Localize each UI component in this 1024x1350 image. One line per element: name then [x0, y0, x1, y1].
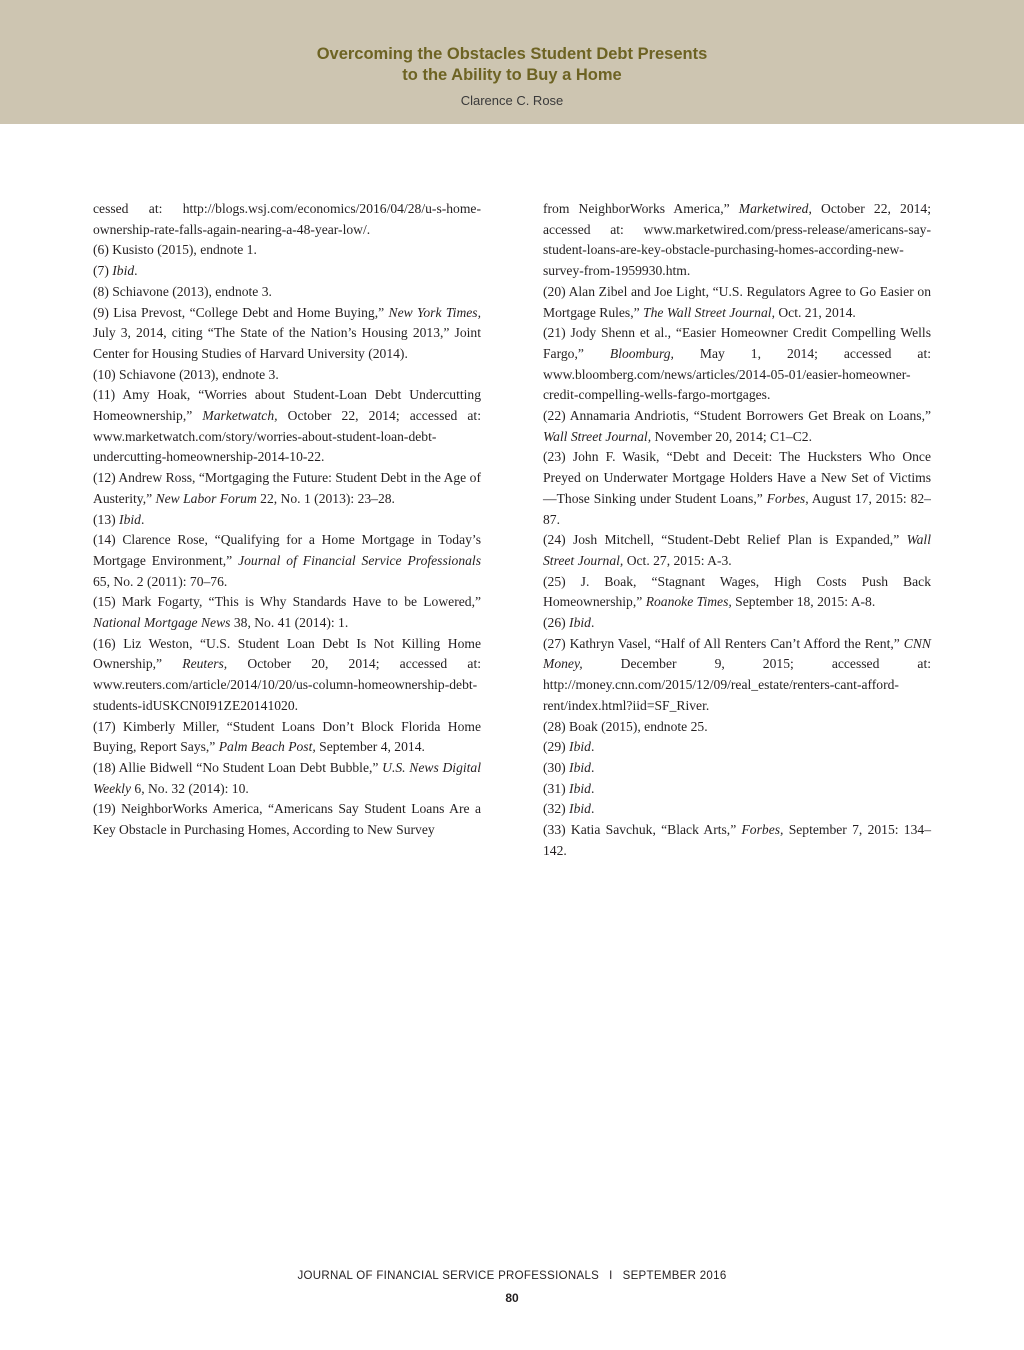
page-number: 80 [505, 1291, 519, 1305]
endnote-text: . [590, 759, 595, 775]
endnote-italic-text: U.S. News Digital Weekly [93, 759, 481, 796]
endnote-text: (15) Mark Fogarty, “This is Why Standards Have to be Lowered,” [93, 594, 481, 610]
endnote [543, 634, 931, 717]
endnote-italic-text: New York Times, [388, 304, 481, 320]
endnote-text: (28) Boak (2015), endnote 25. [543, 718, 708, 734]
endnote [543, 323, 931, 406]
endnote-text: , August 17, 2015: 82–87. [543, 490, 931, 527]
endnote-text: 6, No. 32 (2014): 10. [131, 780, 249, 796]
endnote [543, 282, 931, 323]
endnote-text: December 9, 2015; accessed at: http://money.cnn.com/2015/12/09/real_estate/renters-cant-afford-rent/index.html?iid=SF_River. [543, 656, 931, 713]
endnote-text: (24) Josh Mitchell, “Student-Debt Relief Plan is Expanded,” [543, 532, 907, 548]
endnote [543, 779, 931, 800]
endnote [93, 282, 481, 303]
endnote-text: (27) Kathryn Vasel, “Half of All Renters Can’t Afford the Rent,” [543, 635, 904, 651]
endnote-italic-text: Forbes [766, 490, 806, 506]
endnotes-left-column [93, 199, 481, 841]
endnote-text: (19) NeighborWorks America, “Americans Say Student Loans Are a Key Obstacle in Purchasing Homes, According to New Survey [93, 801, 481, 838]
endnote-text: , Oct. 21, 2014. [771, 304, 856, 320]
endnote-text: (6) Kusisto (2015), endnote 1. [93, 242, 257, 258]
endnote-text: (13) [93, 511, 120, 527]
endnote-text: (25) J. Boak, “Stagnant Wages, High Costs Push Back Homeownership,” [543, 573, 931, 610]
endnote-text: (14) Clarence Rose, “Qualifying for a Home Mortgage in Today’s Mortgage Environment,” [93, 532, 481, 568]
endnote-italic-text: National Mortgage News [93, 615, 231, 631]
endnote-italic-text: Ibid [119, 511, 141, 527]
endnote-text: (32) [543, 801, 570, 817]
endnote-italic-text: Reuters, [182, 656, 228, 672]
endnote-text: (29) [543, 739, 570, 755]
endnote-text: October 22, 2014; accessed at: www.marketwatch.com/story/worries-about-student-loan-debt-undercutting-homeownership-2014-10-22. [93, 408, 481, 465]
endnote-text: Oct. 27, 2015: A-3. [623, 552, 732, 568]
endnote-text: (30) [543, 759, 570, 775]
endnote-text: (18) Allie Bidwell “No Student Loan Debt Bubble,” [93, 759, 383, 775]
endnote-text: (16) Liz Weston, “U.S. Student Loan Debt Is Not Killing Home Ownership,” [93, 635, 481, 672]
endnote-italic-text: Palm Beach Post, [218, 739, 316, 755]
endnote [93, 240, 481, 261]
footer-journal-name: JOURNAL OF FINANCIAL SERVICE PROFESSIONALS [297, 1270, 600, 1282]
endnote [543, 572, 931, 613]
article-title-line-2: to the Ability to Buy a Home [402, 66, 622, 84]
endnote-text: 22, No. 1 (2013): 23–28. [256, 490, 395, 506]
endnote [543, 199, 931, 282]
endnote-italic-text: Bloomburg, [609, 345, 674, 361]
endnote [543, 406, 931, 447]
endnote [543, 717, 931, 738]
endnote-text: July 3, 2014, citing “The State of the Nation’s Housing 2013,” Joint Center for Housing Studies of Harvard University (2014). [93, 325, 481, 361]
endnote-text: (22) Annamaria Andriotis, “Student Borrowers Get Break on Loans,” [543, 408, 931, 424]
endnote [93, 530, 481, 592]
endnote-text: (20) Alan Zibel and Joe Light, “U.S. Regulators Agree to Go Easier on Mortgage Rules,” [543, 283, 931, 320]
endnote-italic-text: Wall Street Journal, [543, 532, 931, 568]
endnote [543, 820, 931, 861]
header-band [0, 0, 1024, 124]
endnote-text: (10) Schiavone (2013), endnote 3. [93, 366, 279, 382]
endnote [93, 510, 481, 531]
footer-issue-date: SEPTEMBER 2016 [622, 1270, 727, 1282]
endnote-italic-text: CNN Money, [543, 635, 931, 672]
endnote-italic-text: Ibid [569, 780, 591, 796]
endnote [93, 199, 481, 240]
article-title [0, 44, 1024, 86]
endnote-text: . [590, 780, 595, 796]
endnote-italic-text: Roanoke Times, [645, 594, 732, 610]
endnote-text: September 4, 2014. [315, 739, 425, 755]
endnote-text: (33) Katia Savchuk, “Black Arts,” [543, 822, 742, 838]
endnote-italic-text: Wall Street Journal, [543, 428, 652, 444]
endnote-text: (11) Amy Hoak, “Worries about Student-Loan Debt Undercutting Homeownership,” [93, 387, 481, 424]
endnote-text: cessed at: http://blogs.wsj.com/economics/2016/04/28/u-s-home-ownership-rate-falls-again-nearing-a-48-year-low/. [93, 201, 481, 237]
footer-journal-line [0, 1270, 1024, 1282]
endnote-italic-text: Ibid [112, 263, 135, 279]
endnote [543, 613, 931, 634]
endnote-italic-text: Ibid [569, 759, 591, 775]
endnote-text: . [590, 615, 595, 631]
endnote [93, 758, 481, 799]
endnote [93, 261, 481, 282]
endnote [543, 530, 931, 571]
endnote-text: (12) Andrew Ross, “Mortgaging the Future: Student Debt in the Age of Austerity,” [93, 470, 481, 506]
endnote-text: (9) Lisa Prevost, “College Debt and Home Buying,” [93, 304, 389, 320]
endnote-text: October 20, 2014; accessed at: www.reuters.com/article/2014/10/20/us-column-homeownership-debt-students-idUSKCN0I91ZE20141020. [93, 656, 482, 713]
endnote-text: (31) [543, 780, 570, 796]
endnote [543, 758, 931, 779]
endnote-text: (7) [93, 263, 113, 279]
endnote [93, 717, 481, 758]
endnote-italic-text: Ibid [569, 801, 591, 817]
endnote-italic-text: New Labor Forum [155, 490, 257, 506]
endnote-text: , October 22, 2014; accessed at: www.marketwired.com/press-release/americans-say-student-loans-are-key-obstacle-purchasing-homes-according-new-survey-from-1959930.htm. [543, 201, 931, 279]
endnotes-right-column [543, 199, 931, 862]
endnote [93, 634, 481, 717]
endnote [93, 799, 481, 840]
endnote [543, 447, 931, 530]
endnote-text: 65, No. 2 (2011): 70–76. [93, 573, 228, 589]
endnote [93, 592, 481, 633]
endnote-text: . [590, 801, 595, 817]
endnote [93, 303, 481, 365]
endnote [93, 385, 481, 468]
endnote-italic-text: Marketwired [738, 201, 809, 216]
endnote-text: . [590, 739, 595, 755]
endnote-italic-text: Journal of Financial Service Professionals [238, 552, 481, 568]
endnote-italic-text: Ibid [569, 739, 591, 755]
endnote-text: September 7, 2015: 134–142. [543, 822, 931, 858]
endnote-text: (26) [543, 615, 570, 631]
endnote-italic-text: Marketwatch, [202, 408, 278, 424]
endnote-text: (17) Kimberly Miller, “Student Loans Don’t Block Florida Home Buying, Report Says,” [93, 718, 481, 755]
endnote-text: September 18, 2015: A-8. [731, 594, 876, 610]
endnote-italic-text: The Wall Street Journal [643, 304, 772, 320]
endnote-text: (23) John F. Wasik, “Debt and Deceit: The Hucksters Who Once Preyed on Underwater Mortgage Holders Have a New Set of Victims—Those Sinking under Student Loans,” [543, 449, 931, 506]
endnote-italic-text: Ibid [569, 615, 591, 631]
endnote-text: November 20, 2014; C1–C2. [651, 428, 812, 444]
article-title-line-1: Overcoming the Obstacles Student Debt Presents [316, 45, 708, 63]
endnote [93, 365, 481, 386]
endnote-text: 38, No. 41 (2014): 1. [230, 615, 349, 631]
article-author: Clarence C. Rose [460, 93, 564, 108]
endnote [543, 737, 931, 758]
endnote-text: (21) Jody Shenn et al., “Easier Homeowner Credit Compelling Wells Fargo,” [543, 325, 931, 361]
endnote [543, 799, 931, 820]
endnote-text: May 1, 2014; accessed at: www.bloomberg.com/news/articles/2014-05-01/easier-homeowner-credit-compelling-wells-fargo-mortgages. [543, 345, 931, 403]
endnote-text: . [140, 511, 145, 527]
endnote-text: . [134, 263, 138, 279]
endnote-text: (8) Schiavone (2013), endnote 3. [93, 283, 272, 299]
footer-separator: I [609, 1270, 613, 1282]
endnote-text: from NeighborWorks America,” [543, 201, 739, 216]
endnote-italic-text: Forbes, [741, 822, 784, 838]
endnote [93, 468, 481, 509]
